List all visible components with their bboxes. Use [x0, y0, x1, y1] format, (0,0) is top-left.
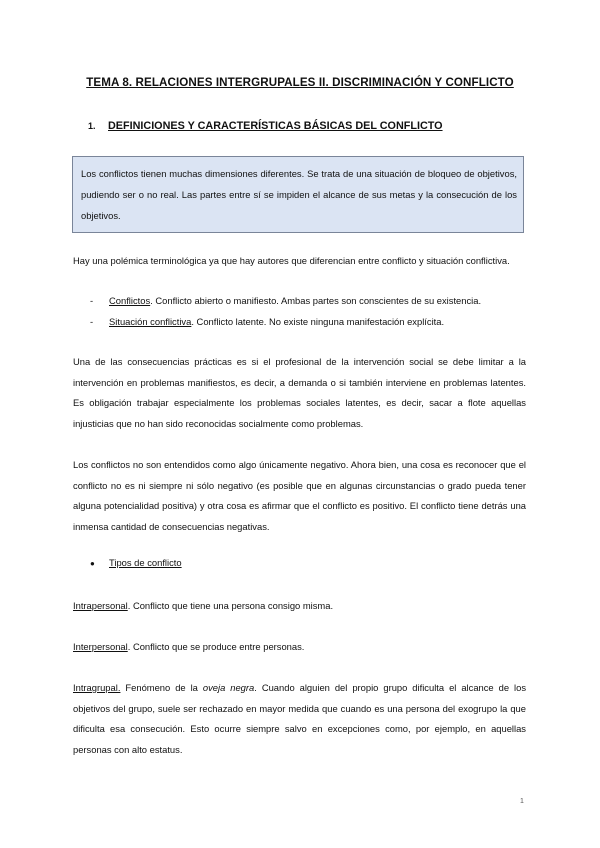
- type-intrapersonal: [73, 596, 526, 617]
- page-number: 1: [520, 798, 524, 805]
- definition-conflictos: . Conflicto abierto o manifiesto. Ambas partes son conscientes de su existencia.: [150, 295, 482, 306]
- page-title: TEMA 8. RELACIONES INTERGRUPALES II. DISCRIMINACIÓN Y CONFLICTO: [86, 76, 514, 89]
- list-item-situacion-conflictiva: [90, 312, 444, 332]
- types-heading: [90, 557, 182, 568]
- dash-bullet: -: [90, 316, 94, 327]
- definition-box: Los conflictos tienen muchas dimensiones diferentes. Se trata de una situación de bloqueo de objetivos, pudiendo ser o no real. Las partes entre sí se impiden el alcance de sus metas y la consecución de los objetivos.: [72, 156, 524, 233]
- paragraph-negativo: Los conflictos no son entendidos como algo únicamente negativo. Ahora bien, una cosa es reconocer que el conflicto no es ni siempre ni sólo negativo (es posible que en algunas circunstancias o grado pueda tener alguna potencialidad positiva) y otra cosa es afirmar que el conflicto es positivo. El conflicto tiene detrás una inmensa cantidad de consecuencias negativas.: [73, 459, 526, 532]
- term-conflictos: Conflictos: [109, 295, 151, 306]
- type-interpersonal: [73, 637, 526, 658]
- section-heading-text: DEFINICIONES Y CARACTERÍSTICAS BÁSICAS DEL CONFLICTO: [108, 120, 443, 132]
- paragraph-consecuencias: Una de las consecuencias prácticas es si el profesional de la intervención social se debe limitar a la intervención en problemas manifiestos, es decir, a demanda o si también interviene en problemas latentes. Es obligación trabajar especialmente los problemas sociales latentes, es decir, sacar a flote aquellas injusticias que no han sido reconocidas socialmente como problemas.: [73, 356, 526, 429]
- type-intragrupal: [73, 678, 526, 760]
- list-item-conflictos: [90, 291, 481, 311]
- term-situacion-conflictiva: Situación conflictiva: [109, 316, 192, 327]
- term-intragrupal: Intragrupal.: [73, 682, 121, 693]
- bullet-dot-icon: ●: [90, 559, 95, 568]
- definition-intragrupal-a: Fenómeno de la: [120, 682, 203, 693]
- term-intrapersonal: Intrapersonal: [73, 600, 128, 611]
- section-number: 1.: [88, 121, 96, 131]
- paragraph-terminology: Hay una polémica terminológica ya que hay autores que diferencian entre conflicto y situación conflictiva.: [73, 255, 510, 266]
- definition-situacion-conflictiva: . Conflicto latente. No existe ninguna manifestación explícita.: [191, 316, 445, 327]
- dash-bullet: -: [90, 295, 94, 306]
- definition-interpersonal: . Conflicto que se produce entre personas.: [127, 641, 305, 652]
- section-heading: [88, 120, 443, 132]
- definition-intrapersonal: . Conflicto que tiene una persona consigo misma.: [127, 600, 334, 611]
- definition-intragrupal-b: . Cuando alguien del propio grupo dificulta el alcance de los objetivos del grupo, suele ser rechazado en mayor medida que cuando es una persona del exogrupo la que dificulta esa consecución. Esto ocurre siempre salvo en excepciones como, por ejemplo, en aquellas personas con alto estatus.: [73, 682, 527, 755]
- term-interpersonal: Interpersonal: [73, 641, 128, 652]
- types-heading-label: Tipos de conflicto: [109, 557, 182, 568]
- oveja-negra-term: oveja negra: [202, 682, 255, 693]
